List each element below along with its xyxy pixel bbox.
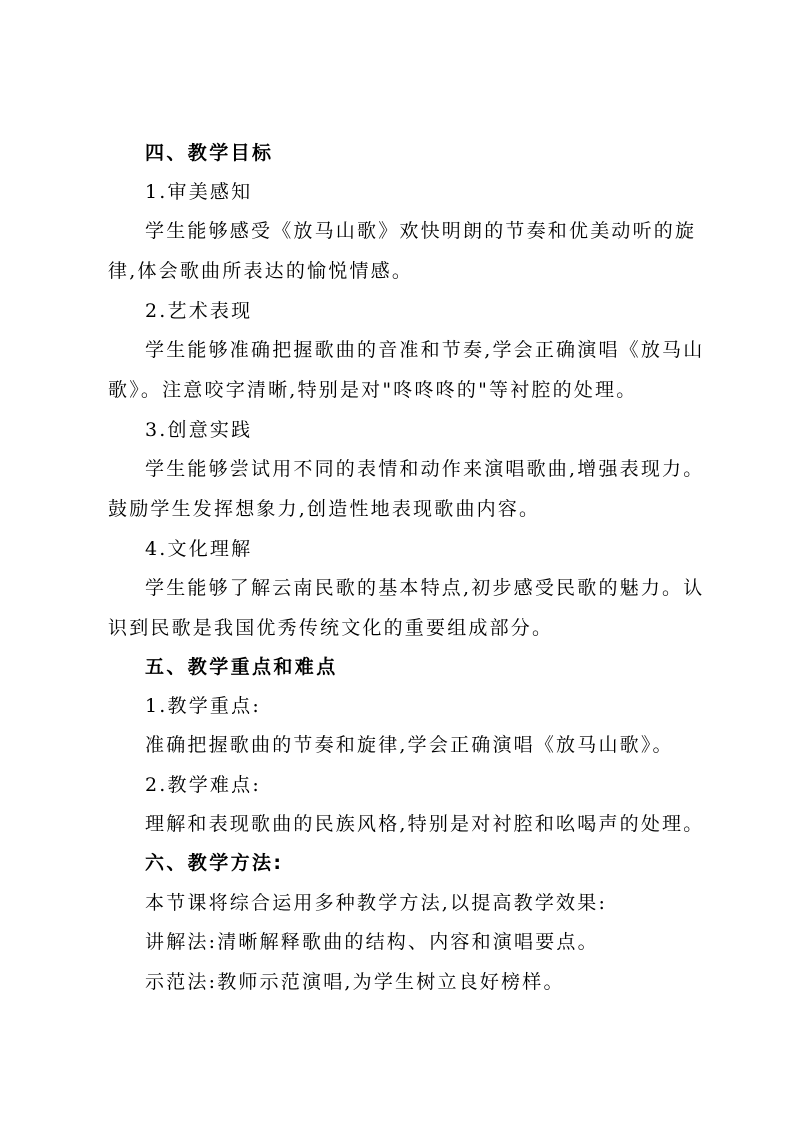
- paragraph-line: 示范法:教师示范演唱,为学生树立良好榜样。: [145, 971, 565, 993]
- objective-title-creative: 3.创意实践: [145, 419, 253, 441]
- paragraph-line: 理解和表现歌曲的民族风格,特别是对衬腔和吆喝声的处理。: [145, 813, 705, 835]
- section-heading-methods: 六、教学方法:: [145, 852, 284, 874]
- paragraph-line: 学生能够准确把握歌曲的音准和节奏,学会正确演唱《放马山: [145, 339, 705, 361]
- paragraph-line: 律,体会歌曲所表达的愉悦情感。: [108, 260, 414, 282]
- section-heading-objectives: 四、教学目标: [145, 142, 274, 164]
- section-heading-key-points: 五、教学重点和难点: [145, 656, 338, 678]
- paragraph-line: 歌》。注意咬字清晰,特别是对"咚咚咚的"等衬腔的处理。: [108, 379, 638, 401]
- paragraph-line: 本节课将综合运用多种教学方法,以提高教学效果:: [145, 892, 608, 914]
- objective-title-artistic: 2.艺术表现: [145, 300, 253, 322]
- objective-title-aesthetic: 1.审美感知: [145, 181, 253, 203]
- paragraph-line: 识到民歌是我国优秀传统文化的重要组成部分。: [108, 617, 554, 639]
- paragraph-line: 学生能够尝试用不同的表情和动作来演唱歌曲,增强表现力。: [145, 458, 705, 480]
- paragraph-line: 学生能够了解云南民歌的基本特点,初步感受民歌的魅力。认: [145, 577, 705, 599]
- key-point-title: 1.教学重点:: [145, 695, 261, 717]
- objective-title-culture: 4.文化理解: [145, 538, 253, 560]
- paragraph-line: 准确把握歌曲的节奏和旋律,学会正确演唱《放马山歌》。: [145, 734, 674, 756]
- paragraph-line: 学生能够感受《放马山歌》欢快明朗的节奏和优美动听的旋: [145, 220, 697, 242]
- paragraph-line: 讲解法:清晰解释歌曲的结构、内容和演唱要点。: [145, 931, 599, 953]
- paragraph-line: 鼓励学生发挥想象力,创造性地表现歌曲内容。: [108, 498, 541, 520]
- difficulty-title: 2.教学难点:: [145, 774, 261, 796]
